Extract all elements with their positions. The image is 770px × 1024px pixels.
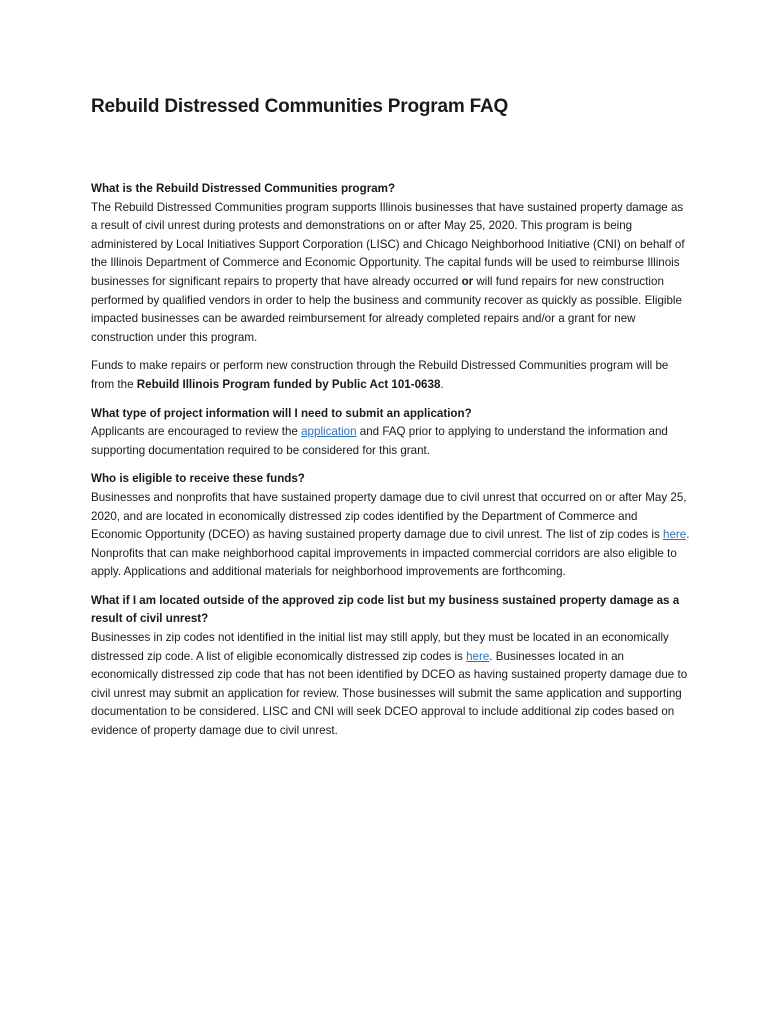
page-title: Rebuild Distressed Communities Program FAQ (91, 96, 509, 117)
answer-text: will fund repairs for new construction performed by qualified vendors in order to help the business and community recover as quickly as possible. Eligible impacted businesses can be awarded reimbursement for already completed repairs and/or a grant for new construction under this program. (91, 274, 682, 344)
answer-bold-text: or (461, 274, 474, 288)
distressed-zip-codes-link[interactable]: here (466, 649, 490, 663)
answer-text: Businesses in zip codes not identified in the initial list may still apply, but they must be located in an economically distressed zip code. A list of eligible economically distressed zip codes is (91, 631, 669, 663)
faq-answer-program (91, 199, 691, 348)
faq-answer-outside-zip (91, 629, 691, 741)
zip-codes-link[interactable]: here (663, 528, 687, 542)
answer-text: . (440, 377, 444, 391)
answer-text: Funds to make repairs or perform new construction through the Rebuild Distressed Communities program will be from the (91, 359, 669, 391)
faq-content (91, 180, 691, 741)
answer-text: . Nonprofits that can make neighborhood capital improvements in impacted commercial corridors are also eligible to apply. Applications and additional materials for neighborhood improvements are forthcoming. (91, 528, 690, 579)
answer-text: Businesses and nonprofits that have sustained property damage due to civil unrest that occurred on or after May 25, 2020, and are located in economically distressed zip codes identified by the Department of Commerce and Economic Opportunity (DCEO) as having sustained property damage due to civil unrest. The list of zip codes is (91, 490, 687, 542)
faq-question-eligibility: Who is eligible to receive these funds? (91, 472, 305, 486)
answer-bold-text: Rebuild Illinois Program funded by Public Act 101-0638 (136, 377, 441, 391)
answer-text: Applicants are encouraged to review the (91, 425, 302, 439)
faq-answer-eligibility (91, 489, 691, 582)
answer-text: and FAQ prior to applying to understand the information and supporting documentation required to be considered for this grant. (91, 425, 668, 457)
application-link[interactable]: application (301, 425, 357, 439)
faq-question-project-info: What type of project information will I need to submit an application? (91, 406, 472, 420)
faq-answer-funding (91, 357, 691, 394)
answer-text: . Businesses located in an economically distressed zip code that has not been identified by DCEO as having sustained property damage due to civil unrest may submit an application for review. Those businesses will submit the same application and supporting documentation to be considered. LISC and CNI will seek DCEO approval to include additional zip codes based on evidence of property damage due to civil unrest. (91, 649, 688, 738)
faq-question-outside-zip: What if I am located outside of the approved zip code list but my business sustained property damage as a result of civil unrest? (91, 593, 680, 626)
faq-answer-project-info (91, 423, 691, 460)
answer-text: The Rebuild Distressed Communities program supports Illinois businesses that have sustained property damage as a result of civil unrest during protests and demonstrations on or after May 25, 2020. This program is being administered by Local Initiatives Support Corporation (LISC) and Chicago Neighborhood Initiative (CNI) on behalf of the Illinois Department of Commerce and Economic Opportunity. The capital funds will be used to reimburse Illinois businesses for significant repairs to property that have already occurred (91, 200, 685, 288)
faq-question-program: What is the Rebuild Distressed Communities program? (91, 182, 396, 195)
